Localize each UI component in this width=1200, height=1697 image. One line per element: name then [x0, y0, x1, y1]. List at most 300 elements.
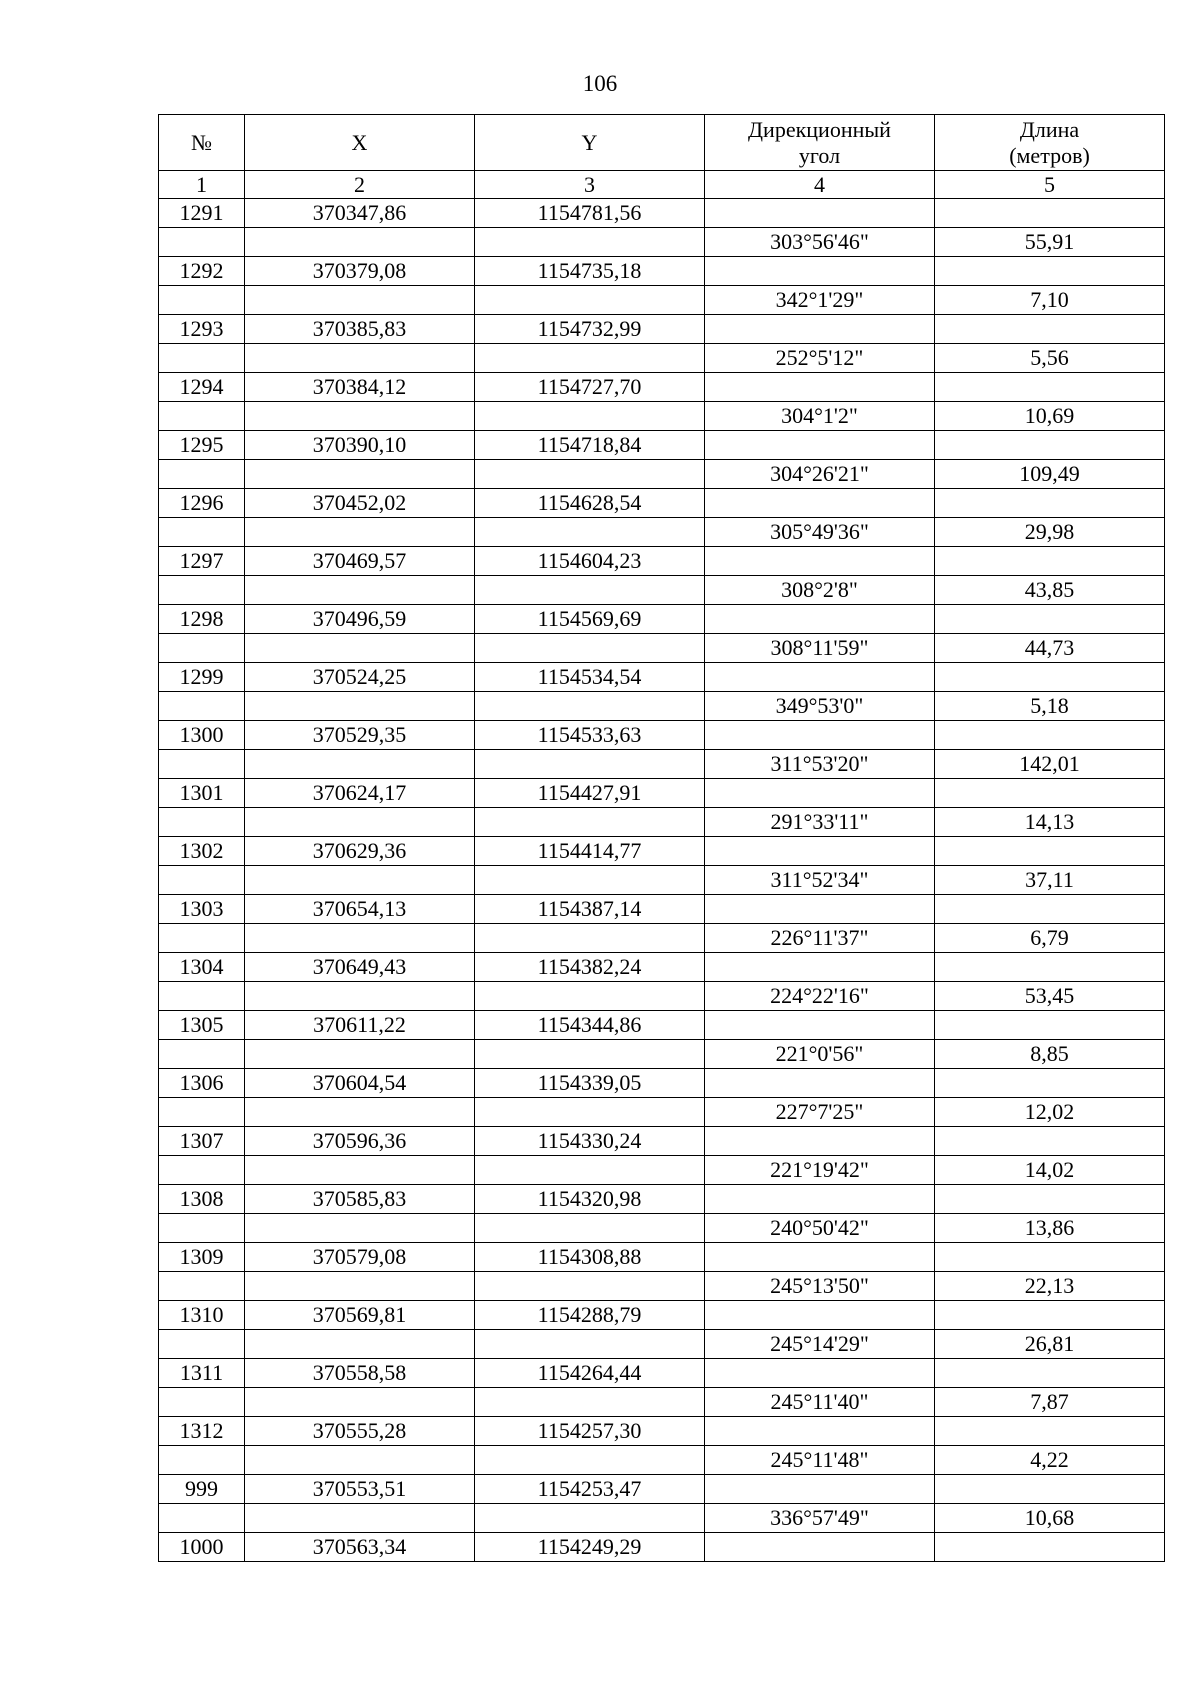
header-direction-angle: [705, 115, 935, 171]
table-row: [159, 779, 1165, 808]
point-number-cell: [159, 1098, 245, 1127]
point-number-cell: 1291: [159, 199, 245, 228]
point-number-cell: [159, 402, 245, 431]
x-coordinate-cell: 370569,81: [245, 1301, 475, 1330]
length-cell: [935, 895, 1165, 924]
x-coordinate-cell: [245, 866, 475, 895]
table-row: [159, 199, 1165, 228]
direction-angle-cell: 224°22'16": [705, 982, 935, 1011]
y-coordinate-cell: 1154604,23: [475, 547, 705, 576]
x-coordinate-cell: 370596,36: [245, 1127, 475, 1156]
direction-angle-cell: [705, 1127, 935, 1156]
table-row: [159, 953, 1165, 982]
table-row: [159, 1533, 1165, 1562]
x-coordinate-cell: 370469,57: [245, 547, 475, 576]
point-number-cell: [159, 1504, 245, 1533]
point-number-cell: [159, 286, 245, 315]
table-row: [159, 866, 1165, 895]
table-row: [159, 1040, 1165, 1069]
table-row: [159, 460, 1165, 489]
direction-angle-cell: [705, 1185, 935, 1214]
length-cell: 29,98: [935, 518, 1165, 547]
y-coordinate-cell: 1154534,54: [475, 663, 705, 692]
point-number-cell: 1311: [159, 1359, 245, 1388]
direction-angle-cell: [705, 373, 935, 402]
direction-angle-cell: 308°11'59": [705, 634, 935, 663]
column-number-row: [159, 171, 1165, 199]
x-coordinate-cell: 370385,83: [245, 315, 475, 344]
table-body: [159, 199, 1165, 1562]
direction-angle-cell: 240°50'42": [705, 1214, 935, 1243]
table-row: [159, 1446, 1165, 1475]
y-coordinate-cell: [475, 866, 705, 895]
table-row: [159, 1301, 1165, 1330]
x-coordinate-cell: 370649,43: [245, 953, 475, 982]
y-coordinate-cell: 1154308,88: [475, 1243, 705, 1272]
y-coordinate-cell: [475, 1330, 705, 1359]
table-row: [159, 663, 1165, 692]
y-coordinate-cell: [475, 982, 705, 1011]
x-coordinate-cell: 370558,58: [245, 1359, 475, 1388]
direction-angle-cell: [705, 1417, 935, 1446]
y-coordinate-cell: 1154288,79: [475, 1301, 705, 1330]
coordinates-table: [158, 114, 1165, 1562]
direction-angle-cell: [705, 1243, 935, 1272]
direction-angle-cell: 226°11'37": [705, 924, 935, 953]
length-cell: [935, 1533, 1165, 1562]
y-coordinate-cell: [475, 460, 705, 489]
length-cell: [935, 373, 1165, 402]
x-coordinate-cell: [245, 286, 475, 315]
x-coordinate-cell: 370611,22: [245, 1011, 475, 1040]
length-cell: [935, 663, 1165, 692]
direction-angle-cell: [705, 1475, 935, 1504]
length-cell: 22,13: [935, 1272, 1165, 1301]
y-coordinate-cell: [475, 1388, 705, 1417]
x-coordinate-cell: [245, 1214, 475, 1243]
header-direction-angle-line-1: Дирекционный: [748, 116, 891, 142]
x-coordinate-cell: [245, 634, 475, 663]
direction-angle-cell: [705, 1359, 935, 1388]
point-number-cell: 1299: [159, 663, 245, 692]
column-number: 5: [935, 171, 1165, 199]
y-coordinate-cell: [475, 576, 705, 605]
direction-angle-cell: 304°26'21": [705, 460, 935, 489]
table-row: [159, 344, 1165, 373]
x-coordinate-cell: 370624,17: [245, 779, 475, 808]
header-length: [935, 115, 1165, 171]
direction-angle-cell: 303°56'46": [705, 228, 935, 257]
y-coordinate-cell: [475, 1098, 705, 1127]
x-coordinate-cell: [245, 460, 475, 489]
y-coordinate-cell: 1154264,44: [475, 1359, 705, 1388]
y-coordinate-cell: 1154427,91: [475, 779, 705, 808]
direction-angle-cell: [705, 1533, 935, 1562]
table-row: [159, 1156, 1165, 1185]
point-number-cell: [159, 1156, 245, 1185]
length-cell: 43,85: [935, 576, 1165, 605]
point-number-cell: 999: [159, 1475, 245, 1504]
direction-angle-cell: 245°14'29": [705, 1330, 935, 1359]
direction-angle-cell: 349°53'0": [705, 692, 935, 721]
table-row: [159, 1243, 1165, 1272]
y-coordinate-cell: 1154253,47: [475, 1475, 705, 1504]
y-coordinate-cell: [475, 808, 705, 837]
point-number-cell: 1292: [159, 257, 245, 286]
length-cell: 4,22: [935, 1446, 1165, 1475]
table-row: [159, 1069, 1165, 1098]
length-cell: [935, 1069, 1165, 1098]
y-coordinate-cell: 1154628,54: [475, 489, 705, 518]
length-cell: 14,02: [935, 1156, 1165, 1185]
direction-angle-cell: 227°7'25": [705, 1098, 935, 1127]
x-coordinate-cell: 370347,86: [245, 199, 475, 228]
direction-angle-cell: 245°11'40": [705, 1388, 935, 1417]
point-number-cell: 1300: [159, 721, 245, 750]
table-row: [159, 489, 1165, 518]
table-row: [159, 1417, 1165, 1446]
point-number-cell: [159, 808, 245, 837]
direction-angle-cell: [705, 547, 935, 576]
y-coordinate-cell: 1154735,18: [475, 257, 705, 286]
direction-angle-cell: [705, 315, 935, 344]
length-cell: 7,87: [935, 1388, 1165, 1417]
point-number-cell: [159, 634, 245, 663]
length-cell: [935, 721, 1165, 750]
point-number-cell: 1302: [159, 837, 245, 866]
point-number-cell: [159, 518, 245, 547]
direction-angle-cell: [705, 663, 935, 692]
x-coordinate-cell: [245, 228, 475, 257]
y-coordinate-cell: [475, 344, 705, 373]
length-cell: 13,86: [935, 1214, 1165, 1243]
table-row: [159, 1504, 1165, 1533]
y-coordinate-cell: [475, 1040, 705, 1069]
point-number-cell: 1308: [159, 1185, 245, 1214]
y-coordinate-cell: 1154330,24: [475, 1127, 705, 1156]
length-cell: [935, 837, 1165, 866]
y-coordinate-cell: 1154339,05: [475, 1069, 705, 1098]
direction-angle-cell: 221°19'42": [705, 1156, 935, 1185]
length-cell: [935, 1301, 1165, 1330]
length-cell: [935, 1011, 1165, 1040]
y-coordinate-cell: [475, 1156, 705, 1185]
length-cell: 8,85: [935, 1040, 1165, 1069]
direction-angle-cell: 308°2'8": [705, 576, 935, 605]
direction-angle-cell: 221°0'56": [705, 1040, 935, 1069]
x-coordinate-cell: 370529,35: [245, 721, 475, 750]
y-coordinate-cell: 1154249,29: [475, 1533, 705, 1562]
x-coordinate-cell: 370496,59: [245, 605, 475, 634]
y-coordinate-cell: [475, 692, 705, 721]
table-row: [159, 1475, 1165, 1504]
y-coordinate-cell: 1154387,14: [475, 895, 705, 924]
length-cell: 12,02: [935, 1098, 1165, 1127]
point-number-cell: [159, 344, 245, 373]
x-coordinate-cell: 370563,34: [245, 1533, 475, 1562]
length-cell: 37,11: [935, 866, 1165, 895]
x-coordinate-cell: 370384,12: [245, 373, 475, 402]
length-cell: 5,56: [935, 344, 1165, 373]
x-coordinate-cell: 370553,51: [245, 1475, 475, 1504]
length-cell: 55,91: [935, 228, 1165, 257]
direction-angle-cell: [705, 779, 935, 808]
y-coordinate-cell: 1154732,99: [475, 315, 705, 344]
direction-angle-cell: [705, 431, 935, 460]
point-number-cell: 1307: [159, 1127, 245, 1156]
direction-angle-cell: [705, 1011, 935, 1040]
table-row: [159, 431, 1165, 460]
y-coordinate-cell: [475, 924, 705, 953]
x-coordinate-cell: [245, 518, 475, 547]
point-number-cell: 1312: [159, 1417, 245, 1446]
x-coordinate-cell: [245, 692, 475, 721]
length-cell: 142,01: [935, 750, 1165, 779]
point-number-cell: [159, 228, 245, 257]
length-cell: [935, 1475, 1165, 1504]
point-number-cell: 1309: [159, 1243, 245, 1272]
x-coordinate-cell: [245, 1156, 475, 1185]
direction-angle-cell: [705, 895, 935, 924]
y-coordinate-cell: 1154781,56: [475, 199, 705, 228]
direction-angle-cell: 291°33'11": [705, 808, 935, 837]
length-cell: 14,13: [935, 808, 1165, 837]
y-coordinate-cell: 1154569,69: [475, 605, 705, 634]
x-coordinate-cell: 370579,08: [245, 1243, 475, 1272]
point-number-cell: 1295: [159, 431, 245, 460]
y-coordinate-cell: 1154533,63: [475, 721, 705, 750]
length-cell: 10,68: [935, 1504, 1165, 1533]
direction-angle-cell: 245°13'50": [705, 1272, 935, 1301]
x-coordinate-cell: [245, 576, 475, 605]
x-coordinate-cell: [245, 1272, 475, 1301]
point-number-cell: 1297: [159, 547, 245, 576]
length-cell: 53,45: [935, 982, 1165, 1011]
y-coordinate-cell: 1154320,98: [475, 1185, 705, 1214]
table-row: [159, 1214, 1165, 1243]
table-header-row: [159, 115, 1165, 171]
direction-angle-cell: [705, 257, 935, 286]
x-coordinate-cell: 370629,36: [245, 837, 475, 866]
point-number-cell: 1310: [159, 1301, 245, 1330]
table-row: [159, 1272, 1165, 1301]
point-number-cell: [159, 982, 245, 1011]
direction-angle-cell: [705, 1069, 935, 1098]
table-row: [159, 1185, 1165, 1214]
table-row: [159, 605, 1165, 634]
table-row: [159, 721, 1165, 750]
table-row: [159, 1388, 1165, 1417]
header-direction-angle-line-2: угол: [798, 142, 841, 168]
table-row: [159, 982, 1165, 1011]
x-coordinate-cell: 370585,83: [245, 1185, 475, 1214]
length-cell: 109,49: [935, 460, 1165, 489]
y-coordinate-cell: 1154718,84: [475, 431, 705, 460]
direction-angle-cell: [705, 721, 935, 750]
table-row: [159, 1011, 1165, 1040]
length-cell: [935, 257, 1165, 286]
length-cell: [935, 547, 1165, 576]
x-coordinate-cell: [245, 1098, 475, 1127]
point-number-cell: 1301: [159, 779, 245, 808]
point-number-cell: 1304: [159, 953, 245, 982]
point-number-cell: [159, 1446, 245, 1475]
y-coordinate-cell: [475, 634, 705, 663]
length-cell: [935, 1127, 1165, 1156]
x-coordinate-cell: [245, 1504, 475, 1533]
x-coordinate-cell: 370379,08: [245, 257, 475, 286]
point-number-cell: [159, 1330, 245, 1359]
point-number-cell: [159, 1388, 245, 1417]
direction-angle-cell: 342°1'29": [705, 286, 935, 315]
y-coordinate-cell: 1154414,77: [475, 837, 705, 866]
table-row: [159, 808, 1165, 837]
direction-angle-cell: [705, 953, 935, 982]
x-coordinate-cell: [245, 1330, 475, 1359]
length-cell: [935, 489, 1165, 518]
header-number: №: [159, 115, 245, 171]
direction-angle-cell: [705, 489, 935, 518]
table-row: [159, 315, 1165, 344]
length-cell: 7,10: [935, 286, 1165, 315]
length-cell: [935, 1417, 1165, 1446]
point-number-cell: [159, 460, 245, 489]
table-row: [159, 634, 1165, 663]
length-cell: [935, 1359, 1165, 1388]
y-coordinate-cell: [475, 286, 705, 315]
point-number-cell: [159, 924, 245, 953]
direction-angle-cell: [705, 1301, 935, 1330]
point-number-cell: 1293: [159, 315, 245, 344]
direction-angle-cell: 311°53'20": [705, 750, 935, 779]
length-cell: [935, 605, 1165, 634]
x-coordinate-cell: [245, 402, 475, 431]
x-coordinate-cell: 370524,25: [245, 663, 475, 692]
table-row: [159, 837, 1165, 866]
table-row: [159, 257, 1165, 286]
header-length-line-2: (метров): [1009, 142, 1090, 168]
table-row: [159, 1359, 1165, 1388]
point-number-cell: 1303: [159, 895, 245, 924]
x-coordinate-cell: 370452,02: [245, 489, 475, 518]
table-row: [159, 547, 1165, 576]
table-row: [159, 518, 1165, 547]
length-cell: 10,69: [935, 402, 1165, 431]
x-coordinate-cell: [245, 982, 475, 1011]
point-number-cell: 1296: [159, 489, 245, 518]
length-cell: 26,81: [935, 1330, 1165, 1359]
length-cell: 44,73: [935, 634, 1165, 663]
table-row: [159, 1127, 1165, 1156]
x-coordinate-cell: [245, 808, 475, 837]
y-coordinate-cell: [475, 750, 705, 779]
point-number-cell: [159, 692, 245, 721]
table-row: [159, 895, 1165, 924]
point-number-cell: [159, 1040, 245, 1069]
length-cell: [935, 1185, 1165, 1214]
x-coordinate-cell: 370604,54: [245, 1069, 475, 1098]
point-number-cell: [159, 1272, 245, 1301]
y-coordinate-cell: 1154257,30: [475, 1417, 705, 1446]
table-row: [159, 924, 1165, 953]
y-coordinate-cell: [475, 1504, 705, 1533]
point-number-cell: 1294: [159, 373, 245, 402]
direction-angle-cell: 336°57'49": [705, 1504, 935, 1533]
header-y: Y: [475, 115, 705, 171]
table-row: [159, 692, 1165, 721]
column-number: 4: [705, 171, 935, 199]
direction-angle-cell: [705, 605, 935, 634]
table-row: [159, 402, 1165, 431]
x-coordinate-cell: [245, 344, 475, 373]
y-coordinate-cell: [475, 1214, 705, 1243]
point-number-cell: [159, 866, 245, 895]
length-cell: [935, 431, 1165, 460]
x-coordinate-cell: [245, 1446, 475, 1475]
table-row: [159, 1098, 1165, 1127]
table-row: [159, 373, 1165, 402]
column-number: 3: [475, 171, 705, 199]
length-cell: 6,79: [935, 924, 1165, 953]
direction-angle-cell: 245°11'48": [705, 1446, 935, 1475]
y-coordinate-cell: [475, 228, 705, 257]
y-coordinate-cell: 1154382,24: [475, 953, 705, 982]
y-coordinate-cell: [475, 1272, 705, 1301]
direction-angle-cell: 305°49'36": [705, 518, 935, 547]
point-number-cell: [159, 576, 245, 605]
table-row: [159, 228, 1165, 257]
table-row: [159, 576, 1165, 605]
x-coordinate-cell: [245, 750, 475, 779]
column-number: 2: [245, 171, 475, 199]
y-coordinate-cell: 1154344,86: [475, 1011, 705, 1040]
x-coordinate-cell: 370390,10: [245, 431, 475, 460]
point-number-cell: 1305: [159, 1011, 245, 1040]
point-number-cell: 1306: [159, 1069, 245, 1098]
direction-angle-cell: [705, 837, 935, 866]
x-coordinate-cell: 370555,28: [245, 1417, 475, 1446]
y-coordinate-cell: [475, 518, 705, 547]
length-cell: [935, 779, 1165, 808]
direction-angle-cell: 252°5'12": [705, 344, 935, 373]
length-cell: [935, 1243, 1165, 1272]
table-row: [159, 286, 1165, 315]
point-number-cell: [159, 1214, 245, 1243]
point-number-cell: [159, 750, 245, 779]
point-number-cell: 1298: [159, 605, 245, 634]
y-coordinate-cell: [475, 1446, 705, 1475]
page-number: 106: [582, 71, 618, 96]
x-coordinate-cell: [245, 1040, 475, 1069]
x-coordinate-cell: [245, 924, 475, 953]
table-row: [159, 1330, 1165, 1359]
header-x: X: [245, 115, 475, 171]
point-number-cell: 1000: [159, 1533, 245, 1562]
length-cell: [935, 199, 1165, 228]
table-row: [159, 750, 1165, 779]
length-cell: [935, 953, 1165, 982]
y-coordinate-cell: [475, 402, 705, 431]
column-number: 1: [159, 171, 245, 199]
y-coordinate-cell: 1154727,70: [475, 373, 705, 402]
direction-angle-cell: 311°52'34": [705, 866, 935, 895]
direction-angle-cell: [705, 199, 935, 228]
x-coordinate-cell: 370654,13: [245, 895, 475, 924]
length-cell: [935, 315, 1165, 344]
direction-angle-cell: 304°1'2": [705, 402, 935, 431]
header-length-line-1: Длина: [1019, 116, 1080, 142]
length-cell: 5,18: [935, 692, 1165, 721]
